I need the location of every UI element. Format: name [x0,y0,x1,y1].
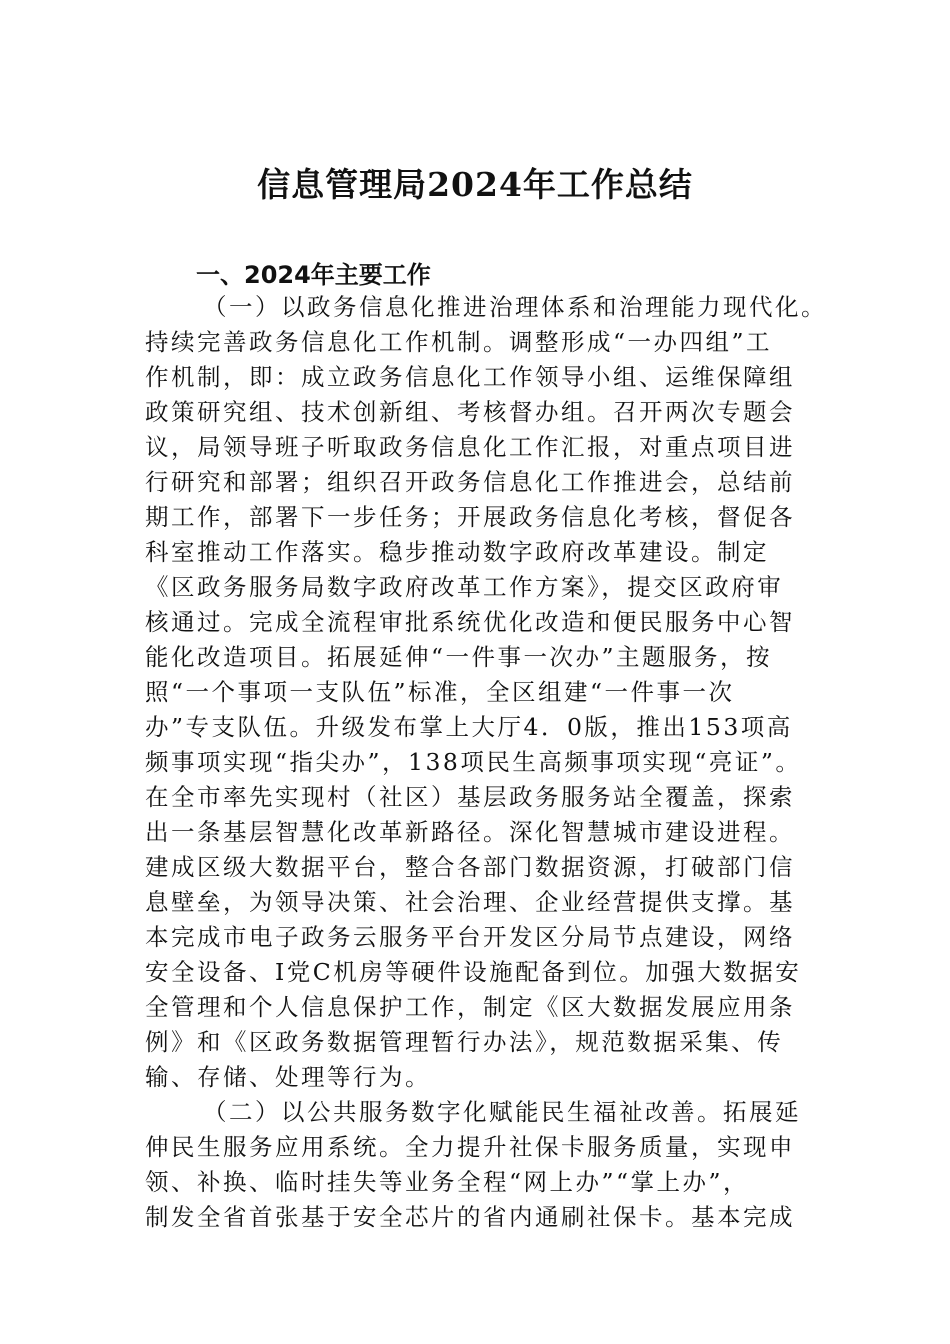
text-line: 行研究和部署；组织召开政务信息化工作推进会，总结前 [145,468,795,496]
text-line: 在全市率先实现村（社区）基层政务服务站全覆盖，探索 [145,783,795,811]
text-line: 本完成市电子政务云服务平台开发区分局节点建设，网络 [145,923,795,951]
document-title: 信息管理局2024年工作总结 [257,165,693,204]
text-line: 息壁垒，为领导决策、社会治理、企业经营提供支撑。基 [145,888,795,916]
text-line: 出一条基层智慧化改革新路径。深化智慧城市建设进程。 [145,818,795,846]
text-line: 核通过。完成全流程审批系统优化改造和便民服务中心智 [145,608,795,636]
text-line: 建成区级大数据平台，整合各部门数据资源，打破部门信 [145,853,795,881]
text-line: 制发全省首张基于安全芯片的省内通刷社保卡。基本完成 [145,1203,795,1231]
text-line: 全管理和个人信息保护工作，制定《区大数据发展应用条 [145,993,795,1021]
text-line: 科室推动工作落实。稳步推动数字政府改革建设。制定 [145,538,769,566]
text-line: 频事项实现“指尖办”，138项民生高频事项实现“亮证”。 [145,748,802,776]
text-line: 持续完善政务信息化工作机制。调整形成“一办四组”工 [145,328,773,356]
text-line: 安全设备、I党C机房等硬件设施配备到位。加强大数据安 [145,958,802,986]
document-body [145,290,825,1235]
text-line: （二）以公共服务数字化赋能民生福祉改善。拓展延 [203,1098,801,1126]
text-line: 例》和《区政务数据管理暂行办法》，规范数据采集、传 [145,1028,784,1056]
text-line: 《区政务服务局数字政府改革工作方案》，提交区政府审 [145,573,784,601]
text-line: 期工作，部署下一步任务；开展政务信息化考核，督促各 [145,503,795,531]
text-line: 作机制，即：成立政务信息化工作领导小组、运维保障组 [145,363,795,391]
section-heading: 一、2024年主要工作 [196,261,431,289]
text-line: 照“一个事项一支队伍”标准，全区组建“一件事一次 [145,678,735,706]
text-line: （一）以政务信息化推进治理体系和治理能力现代化。 [203,293,827,321]
text-line: 政策研究组、技术创新组、考核督办组。召开两次专题会 [145,398,795,426]
text-line: 输、存储、处理等行为。 [145,1063,431,1091]
text-line: 办”专支队伍。升级发布掌上大厅4．0版，推出153项高 [145,713,793,741]
text-line: 领、补换、临时挂失等业务全程“网上办”“掌上办”， [145,1168,750,1196]
text-line: 议，局领导班子听取政务信息化工作汇报，对重点项目进 [145,433,795,461]
text-line: 能化改造项目。拓展延伸“一件事一次办”主题服务，按 [145,643,773,671]
text-line: 伸民生服务应用系统。全力提升社保卡服务质量，实现申 [145,1133,795,1161]
